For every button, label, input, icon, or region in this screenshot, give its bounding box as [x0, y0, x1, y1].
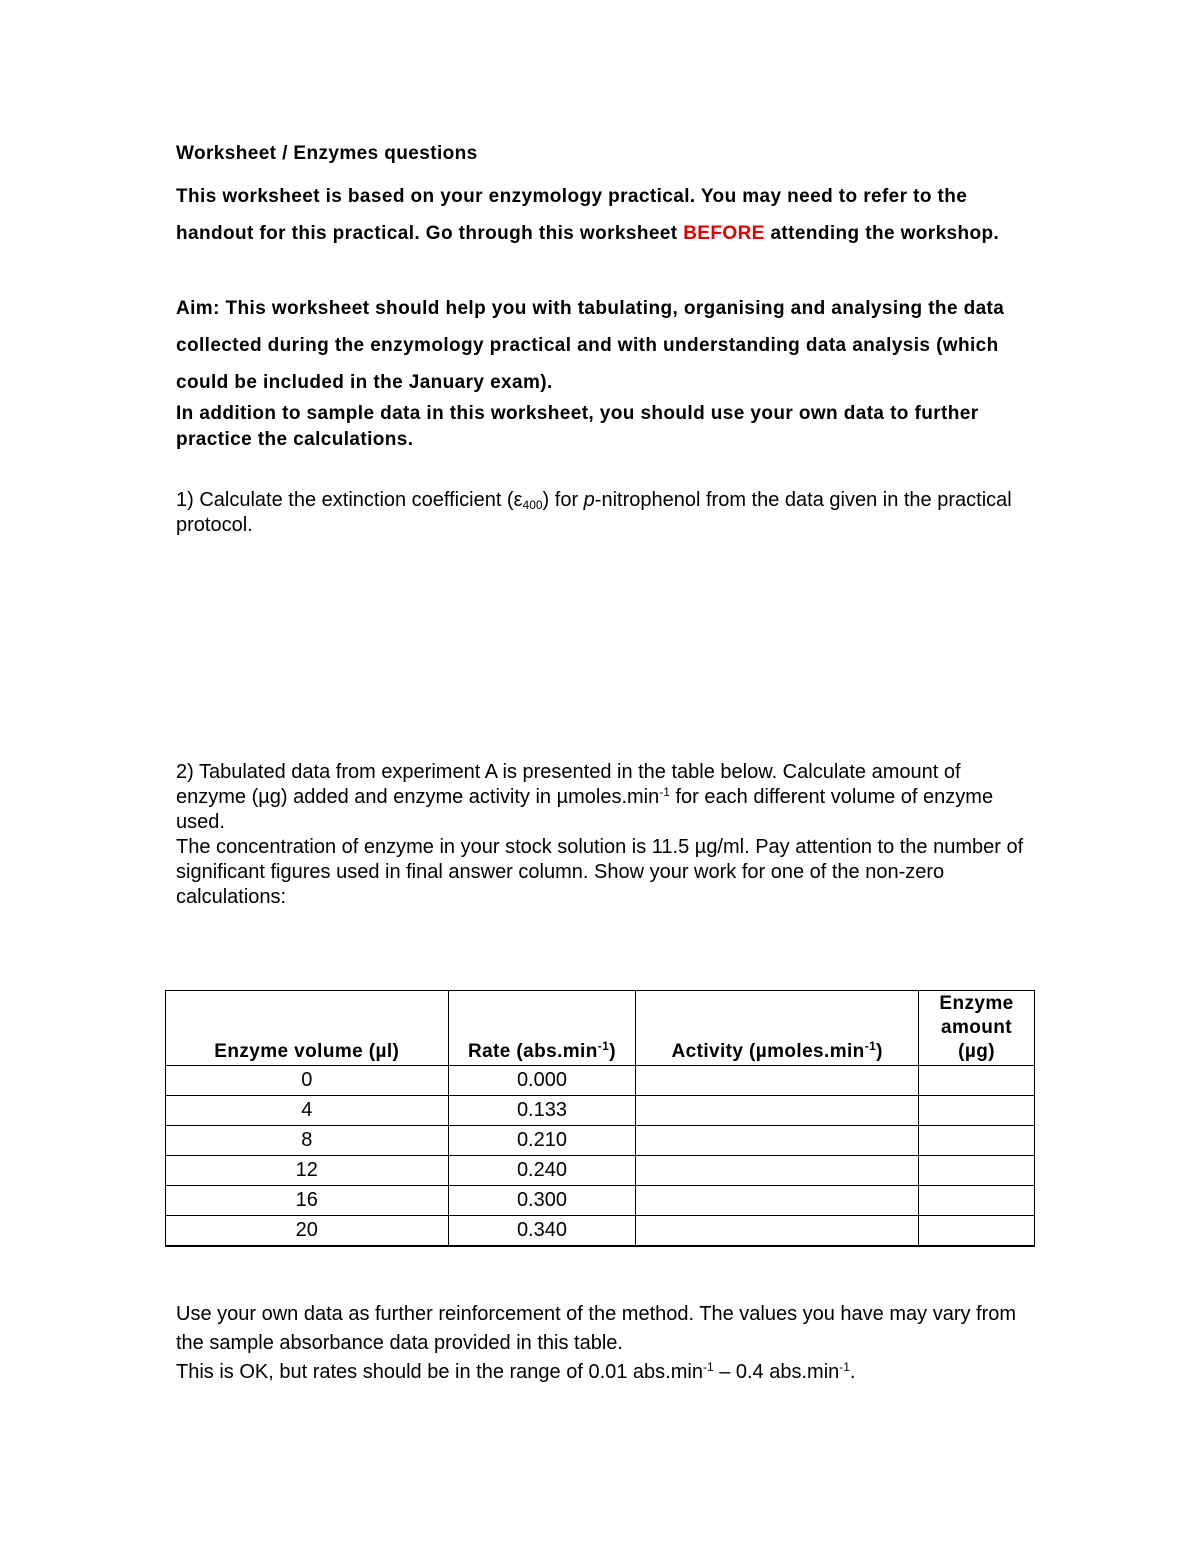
cell-rate: 0.300 — [448, 1186, 636, 1216]
cell-amount[interactable] — [919, 1096, 1035, 1126]
cell-volume: 16 — [166, 1186, 449, 1216]
cell-amount[interactable] — [919, 1126, 1035, 1156]
cell-activity[interactable] — [636, 1126, 919, 1156]
epsilon-symbol: ε — [513, 489, 523, 511]
p-italic: p — [583, 489, 595, 511]
q1-text: 1) Calculate the extinction coefficient ( — [176, 489, 514, 511]
table-header-row — [166, 991, 1035, 1066]
header-activity: Activity $(\mu moles.\min^{-1})$ — [636, 991, 919, 1066]
cell-volume: 20 — [166, 1216, 449, 1247]
data-table — [165, 990, 1035, 1247]
cell-rate: 0.133 — [448, 1096, 636, 1126]
cell-amount[interactable] — [919, 1216, 1035, 1247]
cell-volume: 4 — [166, 1096, 449, 1126]
worksheet-title: Worksheet / Enzymes questions — [176, 143, 478, 164]
epsilon-subscript: 400 — [522, 498, 543, 512]
table-row — [166, 1156, 1035, 1186]
q1-text-end: -nitrophenol from the data given in the practical protocol. — [176, 489, 1012, 536]
header-rate: Rate $(abs.\min^{-1})$ — [448, 991, 636, 1066]
intro-text: This worksheet is based on your enzymology practical. You may need to refer to the handout for this practical. Go through this worksheet — [176, 186, 968, 244]
q1-text-mid: ) for — [542, 489, 584, 511]
cell-rate: 0.000 — [448, 1066, 636, 1096]
table-row — [166, 1066, 1035, 1096]
table-row — [166, 1126, 1035, 1156]
intro-paragraph — [176, 178, 1036, 252]
cell-amount[interactable] — [919, 1156, 1035, 1186]
q2-paragraph-2: The concentration of enzyme in your stock solution is 11.5 µg/ml. Pay attention to the number of significant figures used in final answer column. Show your work for one of the non-zero calculations: — [176, 836, 1024, 908]
question-1 — [176, 488, 1036, 538]
q2-text: 2) Tabulated data from experiment A is presented in the table below. Calculate amount of enzyme (µg) added and enzyme activity in µmoles.min — [176, 761, 961, 808]
closing-paragraph-2: This is OK, but rates should be in the range of 0.01 $abs.\min^{-1} - 0.4$ $abs.\min^{-1}$. — [176, 1360, 856, 1383]
table-row — [166, 1096, 1035, 1126]
q2-text-end: for each different volume of enzyme used. — [176, 786, 994, 833]
before-highlight: BEFORE — [683, 223, 765, 244]
table-row — [166, 1216, 1035, 1247]
cell-rate: 0.340 — [448, 1216, 636, 1247]
question-2 — [176, 760, 1036, 910]
intro-text-end: attending the workshop. — [764, 223, 1000, 244]
header-enzyme-amount: Enzyme amount (µg) — [919, 991, 1035, 1066]
cell-volume: 8 — [166, 1126, 449, 1156]
cell-activity[interactable] — [636, 1096, 919, 1126]
cell-activity[interactable] — [636, 1066, 919, 1096]
cell-activity[interactable] — [636, 1186, 919, 1216]
cell-volume: 12 — [166, 1156, 449, 1186]
cell-rate: 0.210 — [448, 1126, 636, 1156]
aim-paragraph: Aim: This worksheet should help you with tabulating, organising and analysing the data collected during the enzymology practical and with understanding data analysis (which could be included in the January exam). — [176, 298, 1005, 393]
closing-paragraph-1: Use your own data as further reinforcement of the method. The values you have may vary from the sample absorbance data provided in this table. — [176, 1303, 1017, 1354]
closing-note — [176, 1300, 1036, 1387]
q2-paragraph-1 — [176, 760, 1036, 835]
header-enzyme-volume: Enzyme volume (µl) — [166, 991, 449, 1066]
cell-activity[interactable] — [636, 1156, 919, 1186]
cell-volume: 0 — [166, 1066, 449, 1096]
cell-amount[interactable] — [919, 1186, 1035, 1216]
table-row — [166, 1186, 1035, 1216]
q2-superscript: -1 — [659, 785, 670, 799]
addition-paragraph: In addition to sample data in this worksheet, you should use your own data to further practice the calculations. — [176, 403, 979, 450]
cell-activity[interactable] — [636, 1216, 919, 1247]
cell-amount[interactable] — [919, 1066, 1035, 1096]
cell-rate: 0.240 — [448, 1156, 636, 1186]
